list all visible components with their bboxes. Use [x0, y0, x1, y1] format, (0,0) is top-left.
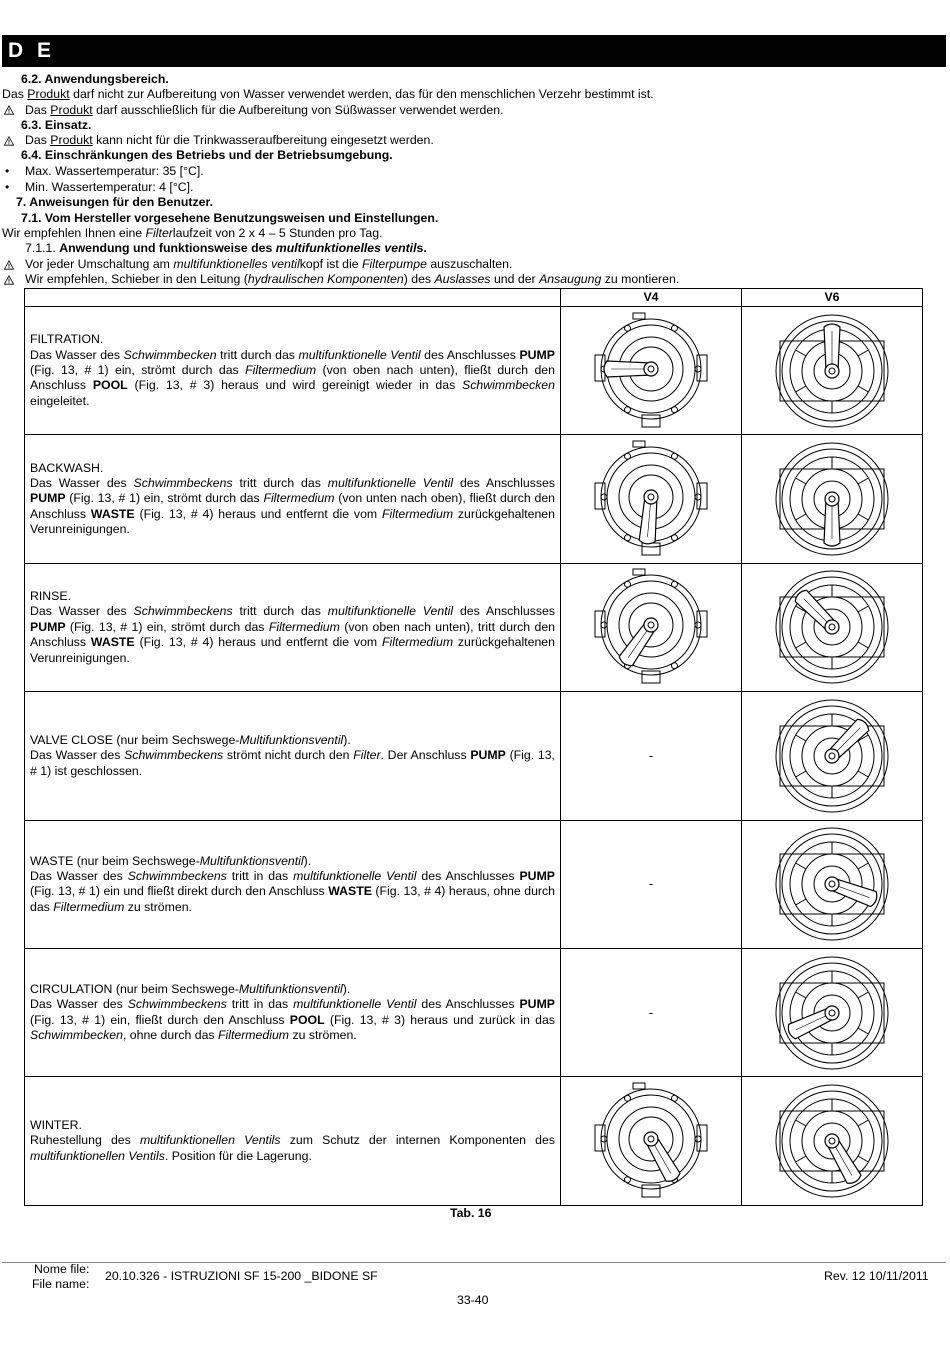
- section-6-2-warning: Das Produkt darf ausschließlich für die Aufbereitung von Süßwasser verwendet werden.: [25, 103, 504, 117]
- table-row-winter: [25, 1077, 923, 1205]
- valve-v4-rinse-icon: [591, 567, 711, 687]
- valve-v6-circulation-icon: [772, 953, 892, 1073]
- waste-v4-cell: -: [561, 820, 742, 948]
- table-row-rinse: [25, 563, 923, 691]
- bullet-icon: •: [5, 164, 10, 178]
- valve-v4-filtration-icon: [591, 311, 711, 431]
- section-6-2-text: Das Produkt darf nicht zur Aufbereitung von Wasser verwendet werden, das für den menschlichen Verzehr bestimmt ist.: [2, 87, 654, 101]
- winter-v6-cell: [742, 1077, 923, 1205]
- valve-v6-backwash-icon: [772, 439, 892, 559]
- section-6-3-warning: Das Produkt kann nicht für die Trinkwasseraufbereitung eingesetzt werden.: [25, 133, 434, 147]
- valve-modes-table: [24, 288, 923, 1206]
- section-7-1-1-title: 7.1.1. Anwendung und funktionsweise des multifunktionelles ventils.: [25, 241, 427, 255]
- warning-icon: [4, 260, 14, 270]
- warning-icon: [4, 105, 14, 115]
- valve-v4-winter-icon: [591, 1081, 711, 1201]
- rinse-v6-cell: [742, 563, 923, 691]
- valve-close-v6-cell: [742, 692, 923, 820]
- section-7-1-title: 7.1. Vom Hersteller vorgesehene Benutzungsweisen und Einstellungen.: [21, 211, 439, 225]
- circulation-description: CIRCULATION (nur beim Sechswege-Multifunktionsventil). Das Wasser des Schwimmbeckens tritt in das multifunktionelle Ventil des Anschlusses PUMP (Fig. 13, # 1) ein, fließt durch den Anschluss POOL (Fig. 13, # 3) heraus und zurück in das Schwimmbecken, ohne durch das Filtermedium zu strömen.: [25, 948, 561, 1076]
- section-7-title: 7. Anweisungen für den Benutzer.: [16, 195, 214, 209]
- rinse-description: RINSE. Das Wasser des Schwimmbeckens tritt durch das multifunktionelle Ventil des Anschlusses PUMP (Fig. 13, # 1) ein, strömt durch das Filtermedium (von oben nach unten), tritt durch den Anschluss WASTE (Fig. 13, # 4) heraus und entfernt die vom Filtermedium zurückgehaltenen Verunreinigungen.: [25, 563, 561, 691]
- backwash-v4-cell: [561, 435, 742, 563]
- language-header-bar: [2, 35, 946, 67]
- warning-icon: [4, 275, 14, 285]
- warning-install-valves: Wir empfehlen, Schieber in den Leitung (hydraulischen Komponenten) des Auslasses und der Ansaugung zu montieren.: [25, 272, 680, 286]
- section-7-1-text: Wir empfehlen Ihnen eine Filterlaufzeit von 2 x 4 – 5 Stunden pro Tag.: [2, 226, 383, 240]
- valve-v6-rinse-icon: [772, 567, 892, 687]
- table-caption: Tab. 16: [450, 1206, 492, 1220]
- valve-v6-winter-icon: [772, 1081, 892, 1201]
- table-row-waste: [25, 820, 923, 948]
- footer-revision: Rev. 12 10/11/2011: [824, 1269, 929, 1283]
- table-header-v6: V6: [742, 289, 923, 307]
- filtration-description: FILTRATION. Das Wasser des Schwimmbecken tritt durch das multifunktionelle Ventil des Anschlusses PUMP (Fig. 13, # 1) ein, strömt durch das Filtermedium (von oben nach unten), fließt durch den Anschluss POOL (Fig. 13, # 3) heraus und wird gereinigt wieder in das Schwimmbecken eingeleitet.: [25, 307, 561, 435]
- bullet-max-temp: Max. Wassertemperatur: 35 [°C].: [25, 164, 204, 178]
- valve-v6-filtration-icon: [772, 311, 892, 431]
- table-row-filtration: [25, 307, 923, 435]
- valve-v6-waste-icon: [772, 824, 892, 944]
- table-header-v4: V4: [561, 289, 742, 307]
- circulation-v6-cell: [742, 948, 923, 1076]
- warning-icon: [4, 136, 14, 146]
- footer-label-en: File name:: [32, 1277, 90, 1291]
- winter-description: WINTER. Ruhestellung des multifunktionellen Ventils zum Schutz der internen Komponenten des multifunktionellen Ventils. Position für die Lagerung.: [25, 1077, 561, 1205]
- winter-v4-cell: [561, 1077, 742, 1205]
- bullet-icon: •: [5, 180, 10, 194]
- footer-label-it: Nome file:: [34, 1262, 90, 1276]
- backwash-v6-cell: [742, 435, 923, 563]
- backwash-description: BACKWASH. Das Wasser des Schwimmbeckens tritt durch das multifunktionelle Ventil des Anschlusses PUMP (Fig. 13, # 1) ein, strömt durch das Filtermedium (von unten nach oben), fließt durch den Anschluss WASTE (Fig. 13, # 4) heraus und entfernt die vom Filtermedium zurückgehaltenen Verunreinigungen.: [25, 435, 561, 563]
- valve-close-description: VALVE CLOSE (nur beim Sechswege-Multifunktionsventil). Das Wasser des Schwimmbeckens strömt nicht durch den Filter. Der Anschluss PUMP (Fig. 13, # 1) ist geschlossen.: [25, 692, 561, 820]
- waste-description: WASTE (nur beim Sechswege-Multifunktionsventil). Das Wasser des Schwimmbeckens tritt in das multifunktionelle Ventil des Anschlusses PUMP (Fig. 13, # 1) ein und fließt direkt durch den Anschluss WASTE (Fig. 13, # 4) heraus, ohne durch das Filtermedium zu strömen.: [25, 820, 561, 948]
- bullet-min-temp: Min. Wassertemperatur: 4 [°C].: [25, 180, 194, 194]
- valve-v6-close-icon: [772, 696, 892, 816]
- section-6-4-title: 6.4. Einschränkungen des Betriebs und der Betriebsumgebung.: [21, 148, 393, 162]
- rinse-v4-cell: [561, 563, 742, 691]
- footer-filename: 20.10.326 - ISTRUZIONI SF 15-200 _BIDONE SF: [105, 1269, 378, 1283]
- valve-v4-backwash-icon: [591, 439, 711, 559]
- circulation-v4-cell: -: [561, 948, 742, 1076]
- table-row-backwash: [25, 435, 923, 563]
- table-row-valve-close: [25, 692, 923, 820]
- table-header-row: [25, 289, 923, 307]
- footer-page-number: 33-40: [457, 1293, 489, 1307]
- valve-close-v4-cell: -: [561, 692, 742, 820]
- filtration-v4-cell: [561, 307, 742, 435]
- warning-switch-pump-off: Vor jeder Umschaltung am multifunktionelles ventilkopf ist die Filterpumpe auszuschalten.: [25, 257, 513, 271]
- section-6-2-title: 6.2. Anwendungsbereich.: [21, 72, 169, 86]
- table-row-circulation: [25, 948, 923, 1076]
- table-header-empty: [25, 289, 561, 307]
- waste-v6-cell: [742, 820, 923, 948]
- language-code: D E: [8, 39, 56, 62]
- section-6-3-title: 6.3. Einsatz.: [21, 118, 92, 132]
- filtration-v6-cell: [742, 307, 923, 435]
- footer-divider: [2, 1262, 946, 1263]
